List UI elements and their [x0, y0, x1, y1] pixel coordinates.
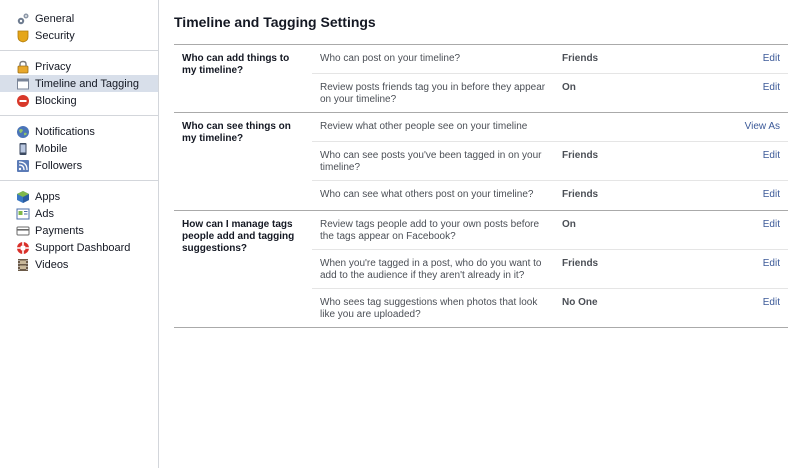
sidebar-item-general[interactable]	[0, 10, 158, 27]
setting-value: Friends	[562, 53, 599, 64]
cube-icon	[16, 190, 30, 204]
setting-question: When you're tagged in a post, who do you want to add to the audience if they aren't already in it?	[320, 258, 542, 281]
sidebar-item-label: Followers	[35, 159, 83, 172]
sidebar-item-label: Timeline and Tagging	[35, 77, 139, 90]
edit-link[interactable]: Edit	[762, 53, 780, 64]
badge-icon	[16, 29, 30, 43]
setting-value: Friends	[562, 150, 599, 161]
setting-question: Who can post on your timeline?	[320, 53, 461, 64]
setting-row	[312, 211, 788, 250]
sidebar-item-label: Notifications	[35, 125, 95, 138]
settings-main	[174, 0, 788, 328]
sidebar-group	[0, 188, 158, 279]
settings-section	[174, 211, 788, 328]
sidebar-item-security[interactable]	[0, 27, 158, 44]
edit-link[interactable]: Edit	[762, 297, 780, 308]
card-icon	[16, 224, 30, 238]
sidebar-item-label: Security	[35, 29, 75, 42]
setting-value: On	[562, 82, 576, 93]
sidebar-item-label: Blocking	[35, 94, 77, 107]
setting-row	[312, 142, 788, 181]
edit-link[interactable]: Edit	[762, 219, 780, 230]
setting-row	[312, 113, 788, 142]
lock-icon	[16, 60, 30, 74]
sidebar-item-label: Ads	[35, 207, 54, 220]
section-heading: Who can add things to my timeline?	[182, 53, 290, 76]
sidebar-item-privacy[interactable]	[0, 58, 158, 75]
setting-value: Friends	[562, 258, 599, 269]
rss-icon	[16, 159, 30, 173]
sidebar-item-ads[interactable]	[0, 205, 158, 222]
section-heading: How can I manage tags people add and tagging suggestions?	[182, 219, 295, 254]
sidebar-group	[0, 58, 158, 116]
sidebar-group	[0, 10, 158, 51]
setting-row	[312, 289, 788, 327]
setting-question: Who sees tag suggestions when photos that look like you are uploaded?	[320, 297, 538, 320]
setting-question: Review what other people see on your timeline	[320, 121, 528, 132]
edit-link[interactable]: Edit	[762, 82, 780, 93]
setting-value: Friends	[562, 189, 599, 200]
sidebar-item-apps[interactable]	[0, 188, 158, 205]
sidebar-item-support-dashboard[interactable]	[0, 239, 158, 256]
setting-question: Review tags people add to your own posts before the tags appear on Facebook?	[320, 219, 540, 242]
sidebar-item-label: Apps	[35, 190, 61, 203]
settings-sidebar	[0, 0, 159, 468]
setting-row	[312, 181, 788, 210]
mobile-icon	[16, 142, 30, 156]
sidebar-item-label: General	[35, 12, 75, 25]
edit-link[interactable]: Edit	[762, 150, 780, 161]
sidebar-item-label: Privacy	[35, 60, 72, 73]
view-as-link[interactable]: View As	[744, 121, 780, 132]
page-title: Timeline and Tagging Settings	[174, 0, 788, 45]
setting-value	[550, 113, 680, 141]
globe-icon	[16, 125, 30, 139]
film-icon	[16, 258, 30, 272]
timeline-icon	[16, 77, 30, 91]
setting-value: No One	[562, 297, 598, 308]
sidebar-item-timeline-and-tagging[interactable]	[0, 75, 158, 92]
sidebar-item-mobile[interactable]	[0, 140, 158, 157]
section-rows	[312, 211, 788, 327]
sidebar-item-label: Payments	[35, 224, 84, 237]
setting-row	[312, 250, 788, 289]
setting-question: Who can see what others post on your timeline?	[320, 189, 534, 200]
sidebar-item-label: Videos	[35, 258, 69, 271]
sidebar-item-videos[interactable]	[0, 256, 158, 273]
block-icon	[16, 94, 30, 108]
settings-section	[174, 45, 788, 113]
settings-sections	[174, 45, 788, 328]
lifebuoy-icon	[16, 241, 30, 255]
setting-question: Who can see posts you've been tagged in on your timeline?	[320, 150, 542, 173]
setting-value: On	[562, 219, 576, 230]
sidebar-item-followers[interactable]	[0, 157, 158, 174]
setting-row	[312, 74, 788, 112]
gears-icon	[16, 12, 30, 26]
section-heading: Who can see things on my timeline?	[182, 121, 291, 144]
edit-link[interactable]: Edit	[762, 258, 780, 269]
sidebar-group	[0, 123, 158, 181]
edit-link[interactable]: Edit	[762, 189, 780, 200]
settings-section	[174, 113, 788, 211]
section-rows	[312, 113, 788, 210]
sidebar-item-label: Support Dashboard	[35, 241, 131, 254]
setting-question: Review posts friends tag you in before they appear on your timeline?	[320, 82, 546, 105]
section-rows	[312, 45, 788, 112]
sidebar-item-notifications[interactable]	[0, 123, 158, 140]
sidebar-item-payments[interactable]	[0, 222, 158, 239]
sidebar-item-label: Mobile	[35, 142, 68, 155]
ads-icon	[16, 207, 30, 221]
setting-row	[312, 45, 788, 74]
sidebar-item-blocking[interactable]	[0, 92, 158, 109]
